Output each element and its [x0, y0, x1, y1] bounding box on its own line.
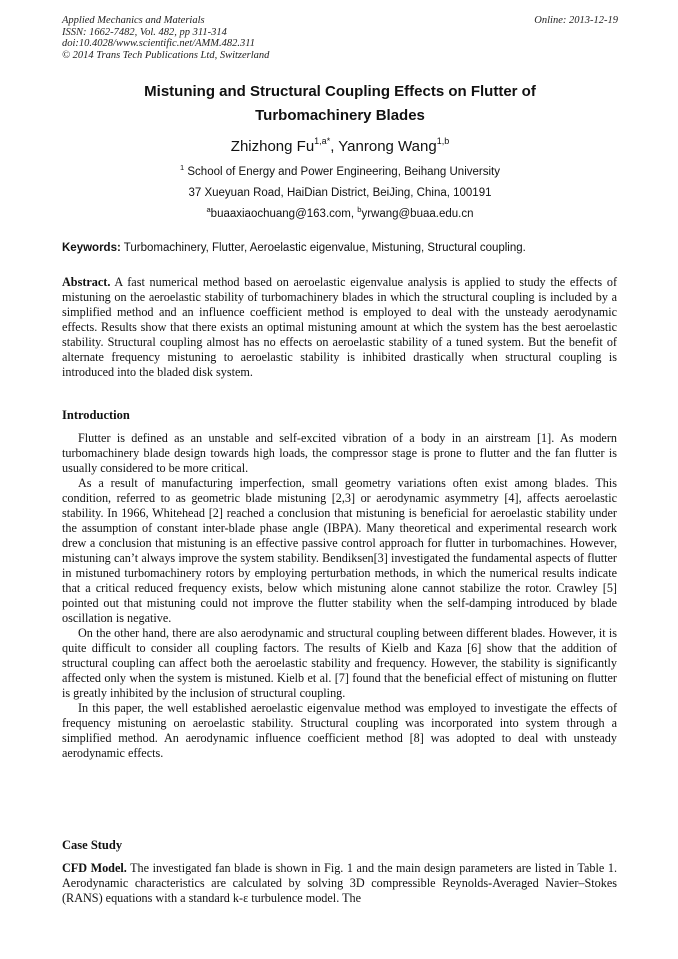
case-study-body	[62, 861, 617, 906]
author-1-name: Zhizhong Fu	[230, 138, 315, 155]
doi-line: doi:10.4028/www.scientific.net/AMM.482.311	[62, 38, 255, 49]
journal-header	[62, 15, 618, 61]
introduction-heading: Introduction	[62, 408, 130, 422]
intro-paragraph-1: Flutter is defined as an unstable and self-excited vibration of a body in an airstream [1]. As modern turbomachinery blade design towards high loads, the compressor stage is prone to flutter and the fan flutter is usually considered to be more critical.	[62, 431, 617, 475]
abstract-label: Abstract.	[62, 275, 111, 289]
author-separator: ,	[330, 138, 339, 155]
intro-paragraph-4: In this paper, the well established aeroelastic eigenvalue method was employed to investigate the effects of frequency mistuning on aeroelastic stability. Structural coupling was incorporated into system through a simplified method. An aerodynamic influence coefficient method [8] was adopted to deal with unsteady aerodynamic effects.	[62, 701, 617, 760]
author-2-name: Yanrong Wang	[338, 138, 437, 155]
journal-name: Applied Mechanics and Materials	[62, 15, 205, 26]
title-line-1: Mistuning and Structural Coupling Effects on Flutter of	[144, 83, 536, 100]
cfd-model-label: CFD Model.	[62, 861, 127, 875]
online-date: Online: 2013-12-19	[534, 15, 618, 26]
author-list	[62, 137, 618, 157]
intro-paragraph-3: On the other hand, there are also aerodynamic and structural coupling between different blades. However, it is quite difficult to consider all coupling factors. The results of Kielb and Kaza [6] show that the addition of structural coupling can affect both the aeroelastic stability and frequency. However, the stability is significantly affected only when the system is mistuned. Kielb et al. [7] found that the beneficial effect of mistuning on flutter is greatly inhibited by the inclusion of structural coupling.	[62, 626, 617, 700]
paper-title	[62, 80, 618, 128]
email-line: $^a$buaaxiaochuang@163.com, $^b$yrwang@buaa.edu.cn	[206, 205, 474, 220]
email-a: buaaxiaochuang@163.com,	[210, 208, 358, 220]
introduction-body	[62, 431, 617, 761]
email-b: yrwang@buaa.edu.cn	[361, 208, 474, 220]
keywords	[62, 241, 618, 255]
affiliation-mark: 1	[180, 163, 185, 172]
issn-line: ISSN: 1662-7482, Vol. 482, pp 311-314	[62, 26, 227, 38]
keywords-text: Turbomachinery, Flutter, Aeroelastic eigenvalue, Mistuning, Structural coupling.	[120, 242, 526, 254]
case-study-heading: Case Study	[62, 838, 123, 852]
affiliation-line-2: 37 Xueyuan Road, HaiDian District, BeiJing, China, 100191	[188, 187, 492, 199]
keywords-label: Keywords:	[62, 242, 121, 254]
copyright-line: © 2014 Trans Tech Publications Ltd, Switzerland	[62, 49, 270, 61]
intro-paragraph-2: As a result of manufacturing imperfection, small geometry variations often exist among blades. This condition, referred to as geometric blade mistuning [2,3] or aerodynamic asymmetry [4], affects aeroelastic stability. In 1966, Whitehead [2] reached a conclusion that mistuning is beneficial for aeroelastic stability under the assumption of constant inter-blade phase angle (IBPA). Many theoretical and experimental research work drew a conclusion that mistuning is an effective passive control approach for flutter in turbomachines. However, mistuning can’t always improve the system stability. Bendiksen[3] investigated the fundamental aspects of flutter in mistuned turbomachinery rotors by employing perturbation methods, in which the numerical results indicate that a critical reduced frequency exists, below which mistuning alone cannot stabilize the rotor. Crawley [5] pointed out that mistuning could not improve the flutter stability when the self-damping introduced by blade oscillation is negative.	[62, 476, 617, 625]
abstract	[62, 275, 617, 380]
author-1-affil-mark: 1,a*	[314, 136, 331, 146]
author-2-affil-mark: 1,b	[436, 136, 450, 146]
title-line-2: Turbomachinery Blades	[255, 107, 425, 124]
affiliation-line-1: $^1$ School of Energy and Power Engineering, Beihang University	[180, 163, 500, 178]
abstract-text: A fast numerical method based on aeroelastic eigenvalue analysis is applied to study the effects of mistuning on the aeroelastic stability of turbomachinery blades in which the structural coupling is included by a simplified method and an influence coefficient method is employed to deal with the unsteady aerodynamic effects. Results show that there exists an optimal mistuning amount at which the system has the best aeroelastic stability. Structural coupling almost has no effects on aeroelastic stability of a tuned system. But the benefit of alternate frequency mistuning to aeroelastic stability is inhibited drastically when structural coupling is introduced into the bladed disk system.	[62, 275, 617, 379]
cfd-model-text: The investigated fan blade is shown in Fig. 1 and the main design parameters are listed in Table 1. Aerodynamic characteristics are calculated by solving 3D compressible Reynolds-Averaged Navier–Stokes (RANS) equations with a standard k-ε turbulence model. The	[62, 861, 617, 905]
